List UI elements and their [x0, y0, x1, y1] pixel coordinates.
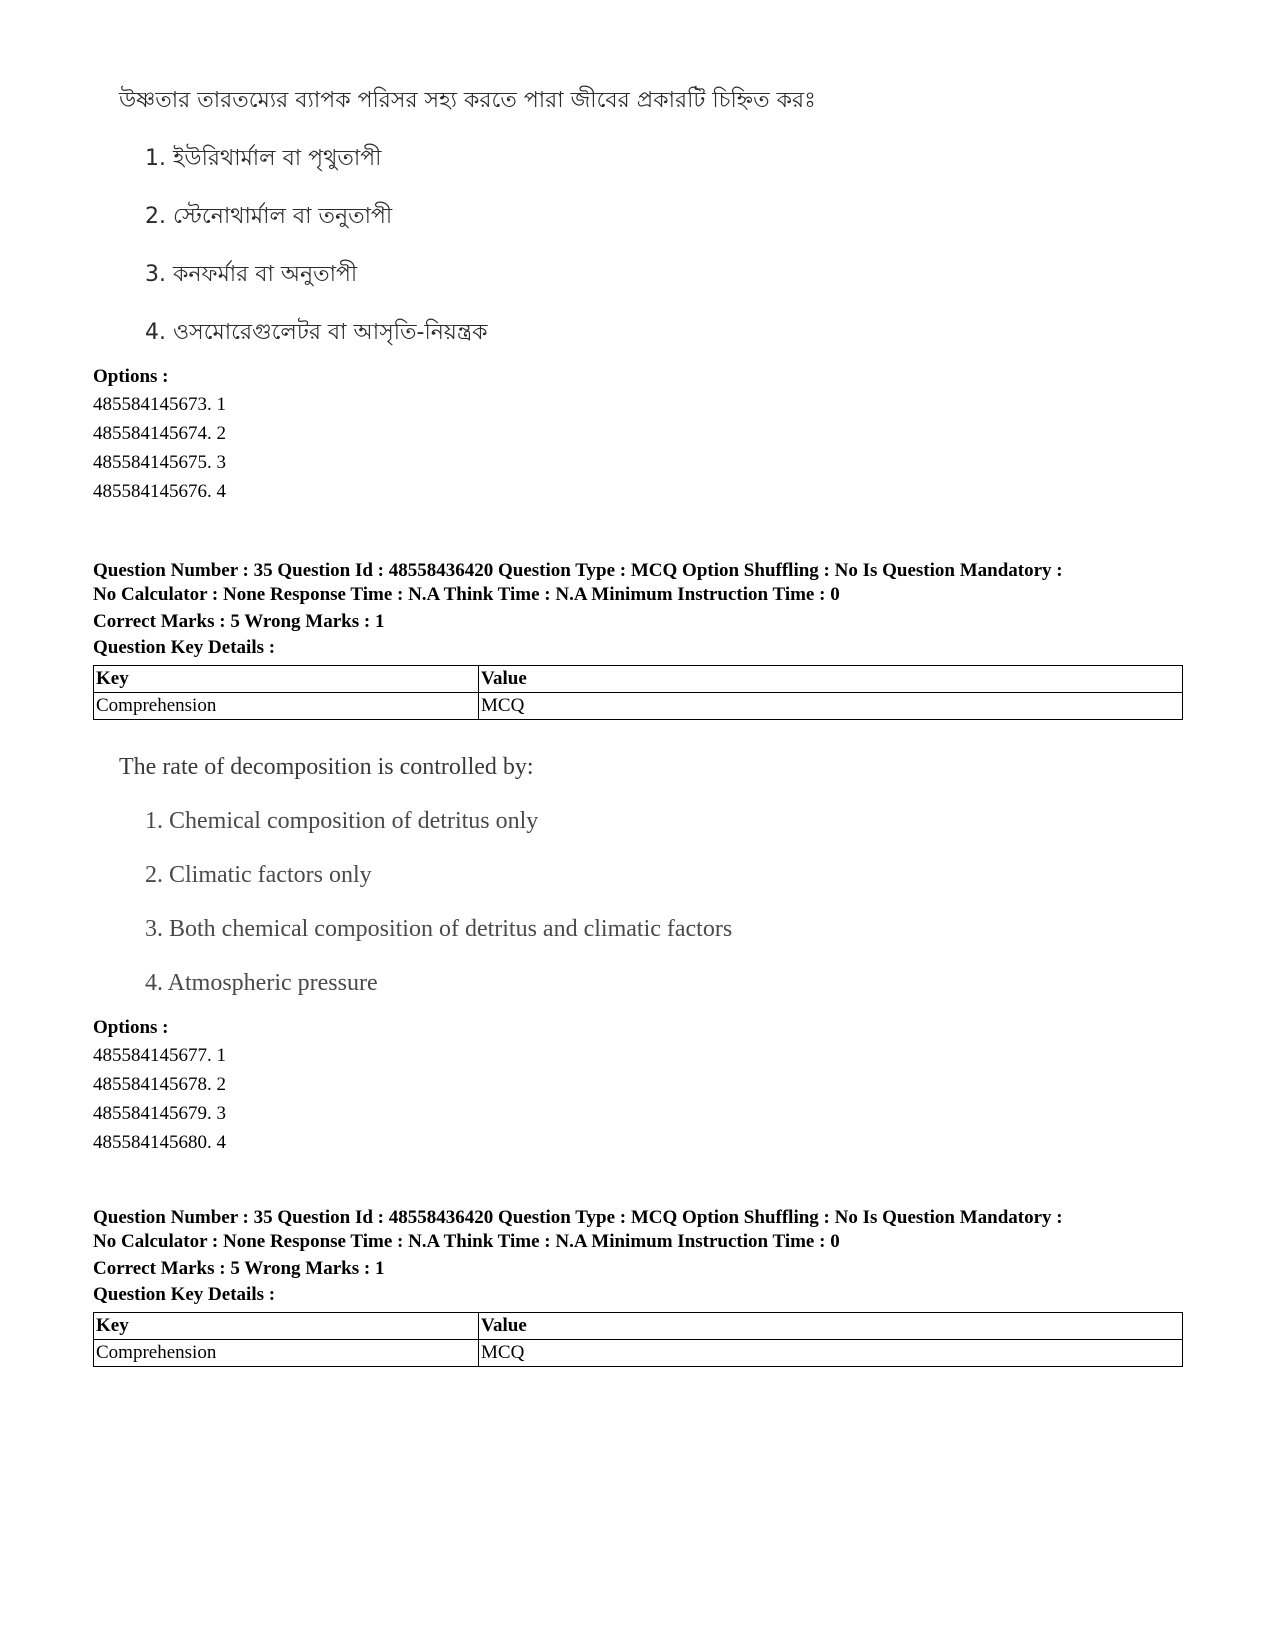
marks-line: Correct Marks : 5 Wrong Marks : 1: [93, 1258, 385, 1279]
option-item: 485584145676. 4: [93, 481, 226, 502]
key-details-table: [93, 1312, 1183, 1367]
table-header-key: Key: [94, 1313, 479, 1340]
option-item: 485584145673. 1: [93, 394, 226, 415]
question-choice: 3. কনফর্মার বা অনুতাপী: [145, 262, 358, 287]
question-choice: 4. Atmospheric pressure: [145, 970, 378, 996]
options-block-q1: [93, 364, 1183, 506]
question-image-english: [93, 752, 732, 998]
question-choice: 2. স্টেনোথার্মাল বা তনুতাপী: [145, 204, 393, 229]
table-header-row: [94, 1313, 1183, 1340]
question-choice: 1. Chemical composition of detritus only: [145, 808, 539, 834]
option-item: 485584145679. 3: [93, 1103, 226, 1124]
table-header-key: Key: [94, 666, 479, 693]
question-meta-line: Question Number : 35 Question Id : 48558436420 Question Type : MCQ Option Shuffling : No Is Question Mandatory :: [93, 560, 1063, 581]
key-details-table: [93, 665, 1183, 720]
options-label: Options :: [93, 366, 169, 387]
options-label: Options :: [93, 1017, 169, 1038]
question-header-q3: [93, 1206, 1183, 1367]
marks-line: Correct Marks : 5 Wrong Marks : 1: [93, 611, 385, 632]
table-header-row: [94, 666, 1183, 693]
question-meta-line: No Calculator : None Response Time : N.A Think Time : N.A Minimum Instruction Time : 0: [93, 1231, 840, 1252]
option-item: 485584145678. 2: [93, 1074, 226, 1095]
option-item: 485584145680. 4: [93, 1132, 226, 1153]
question-header-q2: [93, 559, 1183, 720]
question-image-bengali: [93, 86, 816, 348]
key-details-label: Question Key Details :: [93, 1284, 276, 1305]
table-header-value: Value: [479, 666, 1183, 693]
question-stem: উষ্ণতার তারতম্যের ব্যাপক পরিসর সহ্য করতে পারা জীবের প্রকারটি চিহ্নিত করঃ: [119, 88, 816, 113]
question-choice: 2. Climatic factors only: [145, 862, 372, 888]
key-details-label: Question Key Details :: [93, 637, 276, 658]
question-choice: 3. Both chemical composition of detritus and climatic factors: [145, 916, 733, 942]
question-stem: The rate of decomposition is controlled by:: [119, 754, 534, 780]
question-choice: 4. ওসমোরেগুলেটর বা আসৃতি-নিয়ন্ত্রক: [145, 320, 488, 345]
option-item: 485584145674. 2: [93, 423, 226, 444]
table-cell: Comprehension: [94, 693, 479, 720]
question-meta-line: Question Number : 35 Question Id : 48558436420 Question Type : MCQ Option Shuffling : No Is Question Mandatory :: [93, 1207, 1063, 1228]
table-row: [94, 1340, 1183, 1367]
options-block-q2: [93, 1015, 1183, 1157]
option-item: 485584145677. 1: [93, 1045, 226, 1066]
table-row: [94, 693, 1183, 720]
table-cell: Comprehension: [94, 1340, 479, 1367]
table-cell: MCQ: [479, 693, 1183, 720]
question-meta-line: No Calculator : None Response Time : N.A Think Time : N.A Minimum Instruction Time : 0: [93, 584, 840, 605]
table-header-value: Value: [479, 1313, 1183, 1340]
table-cell: MCQ: [479, 1340, 1183, 1367]
question-choice: 1. ইউরিথার্মাল বা পৃথুতাপী: [145, 146, 382, 171]
option-item: 485584145675. 3: [93, 452, 226, 473]
